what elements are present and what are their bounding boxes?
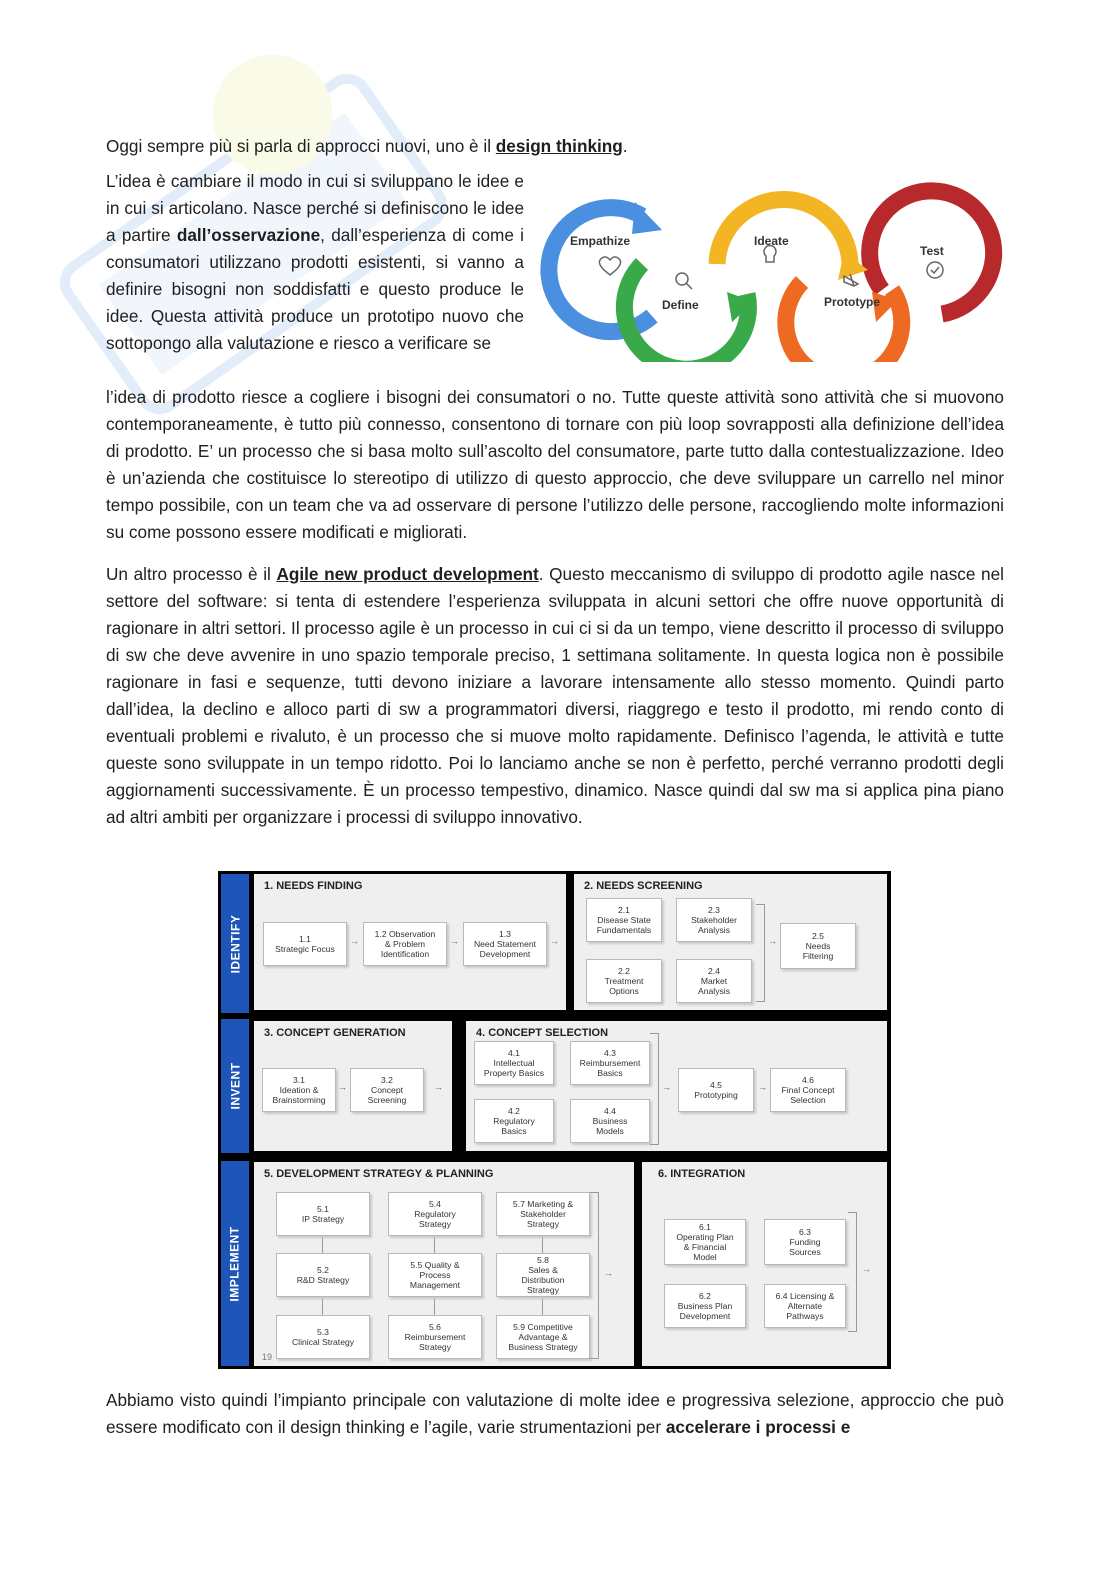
panel-concept-generation-title: 3. CONCEPT GENERATION <box>264 1027 406 1039</box>
arrow-icon: → <box>450 936 459 946</box>
arrow-icon: → <box>758 1082 767 1092</box>
step-2-2: 2.2 Treatment Options <box>586 959 662 1003</box>
panel-concept-selection-title: 4. CONCEPT SELECTION <box>476 1027 609 1039</box>
group-bracket <box>590 1192 599 1359</box>
panel-concept-generation <box>254 1021 452 1151</box>
intro-text: Oggi sempre più si parla di approcci nuovi, uno è il <box>106 136 496 156</box>
band-implement <box>221 1161 249 1366</box>
step-4-4: 4.4 Business Models <box>570 1099 650 1143</box>
step-3-1: 3.1 Ideation & Brainstorming <box>262 1068 336 1112</box>
agile-term: Agile new product development <box>276 564 539 584</box>
arrow-icon: → <box>862 1264 871 1274</box>
define-label: Define <box>662 298 699 312</box>
design-thinking-paragraph-top <box>106 168 524 357</box>
step-2-3: 2.3 Stakeholder Analysis <box>676 898 752 942</box>
arrow-icon: → <box>550 936 559 946</box>
closing-bold: accelerare i processi e <box>665 1417 851 1437</box>
step-5-1: 5.1 IP Strategy <box>276 1192 370 1236</box>
step-4-5: 4.5 Prototyping <box>678 1068 754 1112</box>
empathize-label: Empathize <box>570 234 631 248</box>
band-identify-label: IDENTIFY <box>228 914 243 973</box>
prototype-arc <box>786 282 902 362</box>
slide-page-number: 19 <box>262 1352 273 1362</box>
test-label: Test <box>920 244 944 258</box>
design-thinking-diagram <box>532 172 1004 362</box>
band-identify <box>221 874 249 1013</box>
check-icon <box>927 262 943 278</box>
group-bracket <box>756 904 765 1002</box>
biodesign-process-diagram <box>218 871 891 1369</box>
band-invent-label: INVENT <box>228 1062 243 1110</box>
dt-bold-observation: dall’osservazione <box>176 225 321 245</box>
group-bracket <box>650 1033 659 1145</box>
dt-text-2: , dall’esperienza di come i consumatori utilizzano prodotti esistenti, si vanno a definire bisogni non soddisfatti e questo produce le idee. Questa attività produce un prototipo nuovo che sottopongo alla valutazione e riesco a verificare se <box>106 225 525 353</box>
ideate-label: Ideate <box>754 234 789 248</box>
agile-paragraph <box>106 561 1004 831</box>
design-thinking-paragraph-bottom: l’idea di prodotto riesce a cogliere i bisogni dei consumatori o no. Tutte queste attività sono attività che si muovono contemporaneamente, è tutto più connesso, consentono di tornare con più loop sovrapposti alla definizione dell’idea di prodotto. E’ un processo che si basa molto sull’ascolto del consumatore, parte tutto dalla contestualizzazione. Ideo è un’azienda che costituisce lo stereotipo di utilizzo di questo approccio, che deve sviluppare un carrello nel minor tempo possibile, con un team che va ad osservare di persone l’utilizzo delle persone, raccogliendo molte informazioni su come possono essere modificati e migliorati. <box>106 387 1004 542</box>
step-5-8: 5.8 Sales & Distribution Strategy <box>496 1253 590 1297</box>
step-2-4: 2.4 Market Analysis <box>676 959 752 1003</box>
panel-integration <box>642 1162 887 1366</box>
step-5-4: 5.4 Regulatory Strategy <box>388 1192 482 1236</box>
heart-icon <box>599 257 620 275</box>
step-1-3: 1.3 Need Statement Development <box>463 922 547 966</box>
step-4-2: 4.2 Regulatory Basics <box>474 1099 554 1143</box>
step-6-3: 6.3 Funding Sources <box>764 1219 846 1265</box>
arrow-icon: → <box>338 1082 347 1092</box>
step-5-2: 5.2 R&D Strategy <box>276 1253 370 1297</box>
step-1-1: 1.1 Strategic Focus <box>263 922 347 966</box>
group-bracket <box>848 1212 857 1332</box>
intro-period: . <box>622 136 628 156</box>
panel-needs-finding <box>254 874 566 1010</box>
band-invent <box>221 1019 249 1153</box>
panel-needs-screening-title: 2. NEEDS SCREENING <box>584 880 703 892</box>
band-implement-label: IMPLEMENT <box>228 1225 243 1302</box>
step-2-5: 2.5 Needs Filtering <box>780 923 856 969</box>
step-4-3: 4.3 Reimbursement Basics <box>570 1041 650 1085</box>
panel-development-strategy <box>254 1162 634 1366</box>
step-5-3: 5.3 Clinical Strategy <box>276 1315 370 1359</box>
panel-development-strategy-title: 5. DEVELOPMENT STRATEGY & PLANNING <box>264 1168 494 1180</box>
arrow-icon: → <box>768 936 777 946</box>
step-3-2: 3.2 Concept Screening <box>350 1068 424 1112</box>
step-2-1: 2.1 Disease State Fundamentals <box>586 898 662 942</box>
panel-integration-title: 6. INTEGRATION <box>658 1168 746 1180</box>
panel-concept-selection <box>466 1021 887 1151</box>
design-thinking-term: design thinking <box>495 136 623 156</box>
panel-needs-finding-title: 1. NEEDS FINDING <box>264 880 363 892</box>
arrow-icon: → <box>604 1268 613 1278</box>
step-6-2: 6.2 Business Plan Development <box>664 1284 746 1328</box>
agile-text-1: Un altro processo è il <box>106 564 277 584</box>
step-5-9: 5.9 Competitive Advantage & Business Strategy <box>496 1315 590 1359</box>
step-5-7: 5.7 Marketing & Stakeholder Strategy <box>496 1192 590 1236</box>
arrow-icon: → <box>350 936 359 946</box>
panel-needs-screening <box>574 874 887 1010</box>
agile-text-2: . Questo meccanismo di sviluppo di prodotto agile nasce nel settore del software: si tenta di estendere l’esperienza sviluppata in alcuni settori che offre nuove opportunità di ragionare in altri settori. Il processo agile è un processo in cui ci si da un tempo, viene descritto il processo di sviluppo di sw che deve avvenire in uno spazio temporale preciso, 1 settimana solitamente. In questa logica non è possibile ragionare in fasi e sequenze, tutti devono iniziare a lavorare intensamente allo stesso momento. Quindi parto dall’idea, la declino e alloco parti di sw a programmatori diversi, riaggrego e testo il prodotto, mi rendo conto di eventuali problemi e rivaluto, è un processo che si muove molto rapidamente. Definisco l’agenda, le attività e tutte queste sono sviluppate in un tempo ridotto. Poi lo lanciamo anche se non è perfetto, perché verranno prodotti degli aggiornamenti successivamente. È un processo tempestivo, dinamico. Nasce quindi dal sw ma si applica pina piano ad altri ambiti per organizzare i processi di sviluppo innovativo. <box>106 564 1004 827</box>
arrow-icon: → <box>434 1082 443 1092</box>
closing-text: Abbiamo visto quindi l’impianto principale con valutazione di molte idee e progressiva selezione, approccio che può essere modificato con il design thinking e l’agile, varie strumentazioni per <box>106 1390 1004 1437</box>
step-6-4: 6.4 Licensing & Alternate Pathways <box>764 1284 846 1328</box>
closing-paragraph <box>106 1387 1004 1441</box>
step-6-1: 6.1 Operating Plan & Financial Model <box>664 1219 746 1265</box>
intro-paragraph <box>106 133 1006 160</box>
arrow-icon: → <box>662 1082 671 1092</box>
prototype-label: Prototype <box>824 295 881 309</box>
dt-text-1: L’idea è cambiare il modo in cui si sviluppano le idee e in cui si articolano. Nasce perché si definiscono le idee a partire <box>106 171 524 245</box>
step-5-5: 5.5 Quality & Process Management <box>388 1253 482 1297</box>
step-5-6: 5.6 Reimbursement Strategy <box>388 1315 482 1359</box>
step-4-1: 4.1 Intellectual Property Basics <box>474 1041 554 1085</box>
step-1-2: 1.2 Observation & Problem Identification <box>363 922 447 966</box>
step-4-6: 4.6 Final Concept Selection <box>770 1068 846 1112</box>
